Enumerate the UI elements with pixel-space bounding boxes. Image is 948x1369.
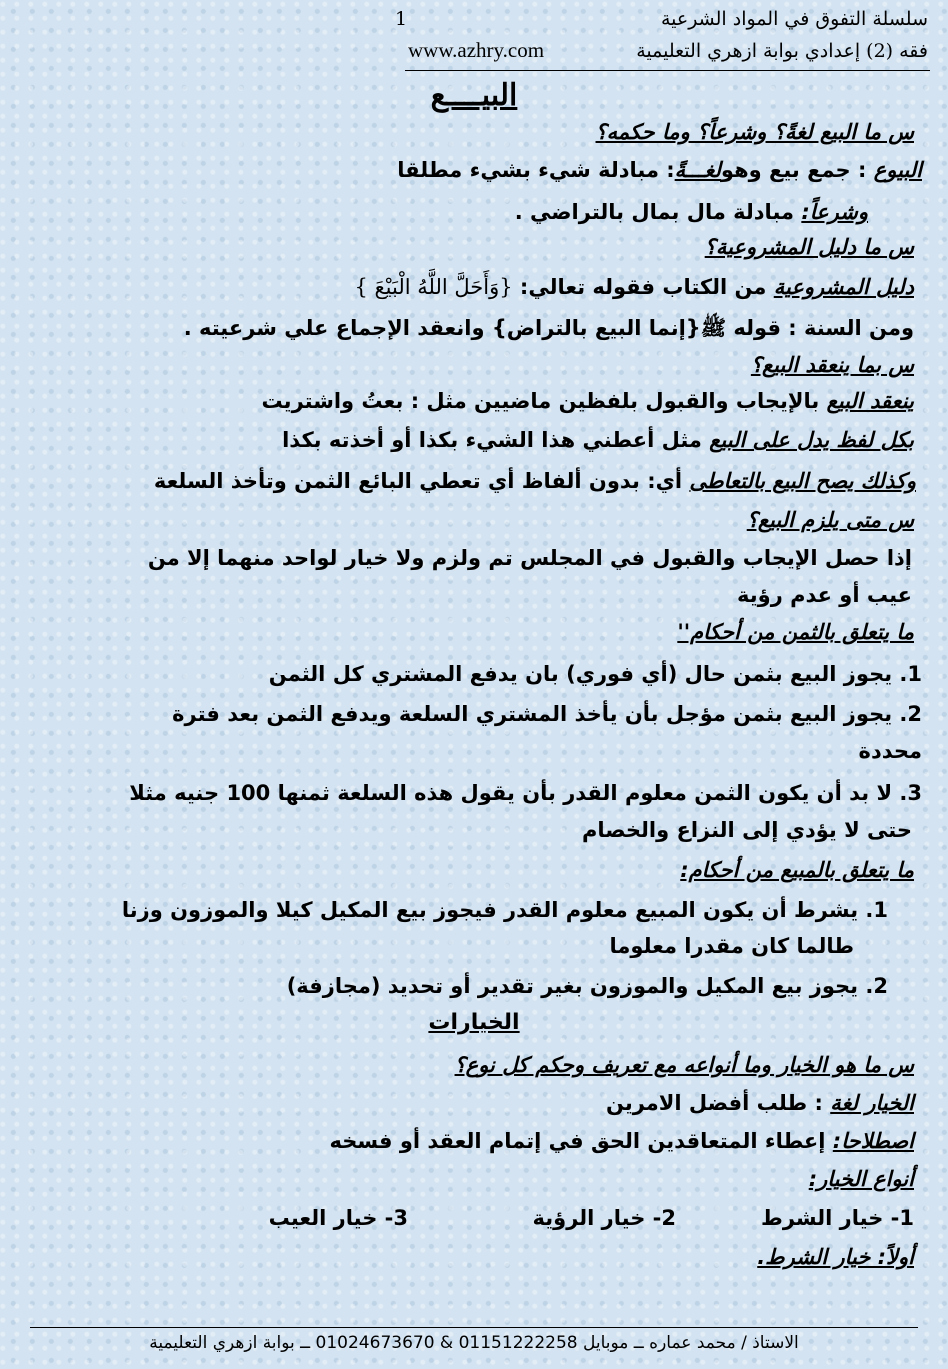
price-rule-3-cont: حتى لا يؤدي إلى النزاع والخصام (581, 818, 912, 842)
question-text: س ما البيع لغةً؟ وشرعاً؟ وما حكمه؟ (595, 120, 914, 144)
goods-rule-1: 1. يشرط أن يكون المبيع معلوم القدر فيجوز بيع المكيل كيلا والموزون وزنا (121, 898, 888, 922)
conclusion-line-1: ينعقد البيع بالإيجاب والقبول بلفظين ماضيين مثل : بعتُ واشتريت (261, 389, 914, 413)
goods-rule-1-cont: طالما كان مقدرا معلوما (609, 934, 854, 958)
option-type-3: 3- خيار العيب (268, 1206, 408, 1230)
option-types-heading: أنواع الخيار: (808, 1167, 914, 1191)
header-divider (405, 70, 930, 71)
price-rule-2: 2. يجوز البيع بثمن مؤجل بأن يأخذ المشتري السلعة ويدفع الثمن بعد فترة (172, 702, 922, 726)
binding-line-1: إذا حصل الإيجاب والقبول في المجلس تم ولزم ولا خيار لواحد منهما إلا من (147, 546, 912, 570)
price-rule-1: 1. يجوز البيع بثمن حال (أي فوري) بان يدفع المشتري كل الثمن (268, 662, 922, 686)
footer-contact: الاستاذ / محمد عماره ــ موبايل 01151222258 & 01024673670 ــ بوابة ازهري التعليمية (149, 1333, 799, 1353)
series-title: سلسلة التفوق في المواد الشرعية (660, 8, 928, 30)
goods-rule-2: 2. يجوز بيع المكيل والموزون بغير تقدير أو تحديد (مجازفة) (286, 974, 888, 998)
page-number: 1 (395, 8, 408, 30)
price-rules-heading: ما يتعلق بالثمن من أحكام'' (677, 620, 914, 644)
question-evidence: س ما دليل المشروعية؟ (704, 235, 914, 259)
page-title: البيــــع (430, 78, 518, 113)
definition-line: البيوع : جمع بيع وهولغـــةً: مبادلة شيء بشيء مطلقا (397, 158, 922, 182)
price-rule-3: 3. لا بد أن يكون الثمن معلوم القدر بأن يقول هذه السلعة ثمنها 100 جنيه مثلا (129, 781, 922, 805)
question-conclusion: س بما ينعقد البيع؟ (750, 353, 914, 377)
subject-title: فقه (2) إعدادي بوابة ازهري التعليمية (636, 40, 928, 62)
website-link[interactable]: www.azhry.com (408, 38, 545, 62)
option-technical-def: اصطلاحا: إعطاء المتعاقدين الحق في إتمام العقد أو فسخه (329, 1129, 914, 1153)
footer-divider (30, 1327, 918, 1328)
quran-verse: {وَأَحَلَّ اللَّهُ الْبَيْعَ } (354, 275, 513, 299)
question-definition (596, 117, 914, 147)
conclusion-line-3: وكذلك يصح البيع بالتعاطى أي: بدون ألفاظ أي تعطي البائع الثمن وتأخذ السلعة (153, 469, 916, 493)
binding-line-2: عيب أو عدم رؤية (737, 583, 912, 607)
option-linguistic-def: الخيار لغة : طلب أفضل الامرين (605, 1091, 914, 1115)
option-type-1: 1- خيار الشرط (761, 1206, 914, 1230)
evidence-line: دليل المشروعية من الكتاب فقوله تعالي: {وَأَحَلَّ اللَّهُ الْبَيْعَ } (354, 275, 914, 299)
question-binding: س متى يلزم البيع؟ (746, 508, 914, 532)
goods-rules-heading: ما يتعلق بالمبيع من أحكام: (680, 858, 914, 882)
conclusion-line-2: بكل لفظ يدل على البيع مثل أعطني هذا الشيء بكذا أو أخذته بكذا (282, 428, 914, 452)
question-options: س ما هو الخيار وما أنواعه مع تعريف وحكم كل نوع؟ (454, 1053, 914, 1077)
first-option-heading: أولاً: خيار الشرط. (757, 1245, 914, 1269)
price-rule-2-cont: محددة (858, 739, 922, 763)
options-section-title: الخيارات (428, 1010, 520, 1035)
option-type-2: 2- خيار الرؤية (532, 1206, 676, 1230)
sunnah-line: ومن السنة : قوله ﷺ{إنما البيع بالتراض} وانعقد الإجماع علي شرعيته . (183, 316, 914, 340)
sharia-definition-line: وشرعاً: مبادلة مال بمال بالتراضي . (514, 200, 868, 224)
